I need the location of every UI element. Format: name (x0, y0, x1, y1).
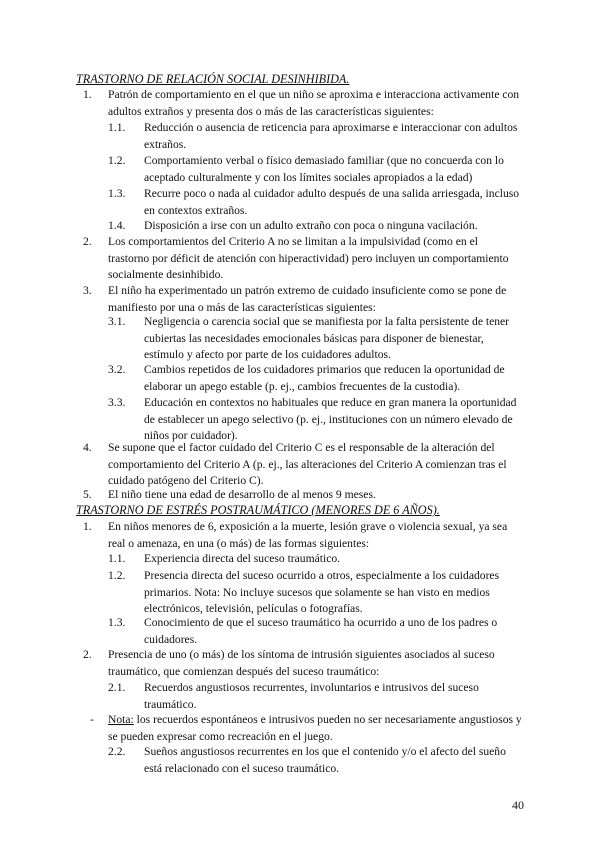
subitem-number: 1.3. (108, 187, 126, 200)
subitem-number: 3.1. (108, 315, 126, 328)
subitem-text: Sueños angustiosos recurrentes en los que el contenido y/o el afecto del sueño está relacionado con el suceso traumático. (144, 745, 506, 775)
subitem-number: 1.1. (108, 121, 126, 134)
subitem-number: 1.1. (108, 552, 126, 565)
item-number: 4. (83, 441, 92, 454)
item-number: 2. (83, 648, 92, 661)
subitem-number: 2.2. (108, 745, 126, 758)
subitem-text: Cambios repetidos de los cuidadores primarios que reducen la oportunidad de elaborar un apego estable (p. ej., cambios frecuentes de la custodia). (144, 363, 505, 393)
subitem-text: Comportamiento verbal o físico demasiado familiar (que no concuerda con lo aceptado culturalmente y con los límites sociales apropiados a la edad) (144, 154, 504, 184)
subitem-number: 1.2. (108, 154, 126, 167)
subitem-text: Conocimiento de que el suceso traumático ha ocurrido a uno de los padres o cuidadores. (144, 616, 498, 646)
item-number: 5. (83, 488, 92, 501)
item-text: Los comportamientos del Criterio A no se limitan a la impulsividad (como en el trastorno por déficit de atención con hiperactividad) pero incluyen un comportamiento socialmente desinhibido. (108, 235, 509, 281)
subitem-text: Recurre poco o nada al cuidador adulto después de una salida arriesgada, incluso en contextos extraños. (144, 187, 520, 217)
note-bullet: - (90, 713, 94, 726)
subitem-text: Disposición a irse con un adulto extraño con poca o ninguna vacilación. (144, 219, 478, 232)
item-text: El niño tiene una edad de desarrollo de al menos 9 meses. (108, 488, 376, 501)
subitem-number: 2.1. (108, 681, 126, 694)
subitem-number: 1.3. (108, 616, 126, 629)
subitem-text: Negligencia o carencia social que se manifiesta por la falta persistente de tener cubiertas las necesidades emocionales básicas para disponer de bienestar, estímulo y afecto por parte de los cuidadores adultos. (144, 315, 510, 361)
item-number: 1. (83, 88, 92, 101)
item-text: En niños menores de 6, exposición a la muerte, lesión grave o violencia sexual, ya sea real o amenaza, en una (o más) de las formas siguientes: (108, 520, 508, 550)
subitem-text: Recuerdos angustiosos recurrentes, involuntarios e intrusivos del suceso traumático. (144, 681, 479, 711)
section2-heading: TRASTORNO DE ESTRÉS POSTRAUMÁTICO (MENORES DE 6 AÑOS). (76, 503, 440, 517)
subitem-number: 1.2. (108, 569, 126, 582)
subitem-number: 1.4. (108, 219, 126, 232)
item-text: Patrón de comportamiento en el que un niño se aproxima e interacciona activamente con adultos extraños y presenta dos o más de las características siguientes: (108, 88, 520, 118)
subitem-number: 3.2. (108, 363, 126, 376)
item-number: 1. (83, 520, 92, 533)
item-number: 3. (83, 284, 92, 297)
item-text: Se supone que el factor cuidado del Criterio C es el responsable de la alteración del comportamiento del Criterio A (p. ej., las alteraciones del Criterio A comienzan tras el cuidado patógeno del Criterio C). (108, 441, 507, 487)
item-number: 2. (83, 235, 92, 248)
page-number: 40 (512, 798, 524, 812)
subitem-text: Educación en contextos no habituales que reduce en gran manera la oportunidad de establecer un apego selectivo (p. ej., instituciones con un número elevado de niños por cuidador). (144, 396, 517, 442)
note-label: Nota: (108, 713, 134, 726)
note (108, 712, 522, 745)
subitem-text: Experiencia directa del suceso traumático. (144, 552, 341, 565)
subitem-number: 3.3. (108, 396, 126, 409)
note-text: los recuerdos espontáneos e intrusivos pueden no ser necesariamente angustiosos y se pueden expresar como recreación en el juego. (108, 713, 522, 743)
subitem-text: Presencia directa del suceso ocurrido a otros, especialmente a los cuidadores primarios. Nota: No incluye sucesos que solamente se han visto en medios electrónicos, televisión, películas o fotografías. (144, 569, 500, 615)
item-text: Presencia de uno (o más) de los síntoma de intrusión siguientes asociados al suceso traumático, que comienzan después del suceso traumático: (108, 648, 495, 678)
subitem-text: Reducción o ausencia de reticencia para aproximarse e interaccionar con adultos extraños. (144, 121, 518, 151)
item-text: El niño ha experimentado un patrón extremo de cuidado insuficiente como se pone de manifiesto por una o más de las características siguientes: (108, 284, 507, 314)
section1-heading: TRASTORNO DE RELACIÓN SOCIAL DESINHIBIDA. (76, 72, 350, 86)
